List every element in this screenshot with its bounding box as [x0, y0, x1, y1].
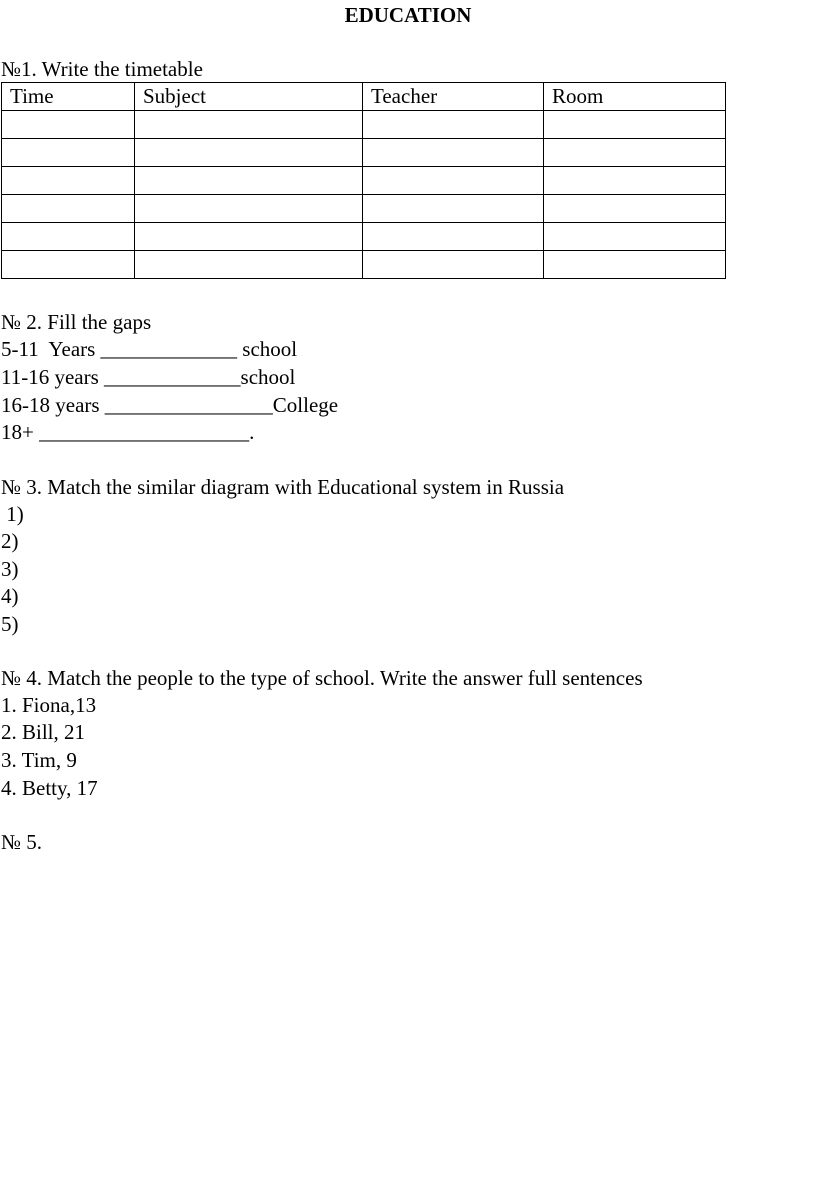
table-cell[interactable] [544, 167, 726, 195]
table-cell[interactable] [363, 139, 544, 167]
table-cell[interactable] [544, 111, 726, 139]
table-row [2, 251, 726, 279]
fill-gap-line: 16-18 years ________________College [1, 393, 339, 417]
list-item: 5) [1, 612, 19, 636]
table-cell[interactable] [544, 251, 726, 279]
table-cell[interactable] [363, 251, 544, 279]
timetable-header-row [2, 83, 726, 111]
table-cell[interactable] [363, 195, 544, 223]
list-item: 1) [1, 502, 24, 526]
list-item: 4. Betty, 17 [1, 776, 98, 800]
timetable [1, 82, 726, 279]
table-cell[interactable] [544, 195, 726, 223]
list-item: 3) [1, 557, 19, 581]
table-cell[interactable] [135, 139, 363, 167]
task1-heading: №1. Write the timetable [1, 57, 203, 81]
list-item: 2. Bill, 21 [1, 720, 86, 744]
list-item: 3. Tim, 9 [1, 748, 77, 772]
table-cell[interactable] [135, 223, 363, 251]
table-cell[interactable] [2, 251, 135, 279]
table-cell[interactable] [363, 167, 544, 195]
table-cell[interactable] [2, 195, 135, 223]
table-row [2, 111, 726, 139]
list-item: 4) [1, 584, 19, 608]
fill-gap-line: 18+ ____________________. [1, 420, 255, 444]
task4-heading: № 4. Match the people to the type of school. Write the answer full sentences [1, 666, 643, 690]
table-cell[interactable] [135, 251, 363, 279]
column-header-time: Time [2, 83, 135, 111]
table-cell[interactable] [544, 139, 726, 167]
list-item: 2) [1, 529, 19, 553]
column-header-subject: Subject [135, 83, 363, 111]
table-cell[interactable] [2, 167, 135, 195]
fill-gap-line: 5-11 Years _____________ school [1, 337, 298, 361]
task5-heading: № 5. [1, 830, 43, 854]
table-row [2, 167, 726, 195]
task3-heading: № 3. Match the similar diagram with Educational system in Russia [1, 475, 565, 499]
table-cell[interactable] [2, 223, 135, 251]
table-cell[interactable] [363, 223, 544, 251]
table-cell[interactable] [544, 223, 726, 251]
table-cell[interactable] [135, 111, 363, 139]
table-row [2, 195, 726, 223]
table-cell[interactable] [363, 111, 544, 139]
table-row [2, 139, 726, 167]
table-cell[interactable] [2, 111, 135, 139]
column-header-teacher: Teacher [363, 83, 544, 111]
column-header-room: Room [544, 83, 726, 111]
table-cell[interactable] [2, 139, 135, 167]
fill-gap-line: 11-16 years _____________school [1, 365, 296, 389]
table-row [2, 223, 726, 251]
list-item: 1. Fiona,13 [1, 693, 97, 717]
table-cell[interactable] [135, 167, 363, 195]
table-cell[interactable] [135, 195, 363, 223]
page-title: EDUCATION [344, 3, 472, 27]
task2-heading: № 2. Fill the gaps [1, 310, 152, 334]
